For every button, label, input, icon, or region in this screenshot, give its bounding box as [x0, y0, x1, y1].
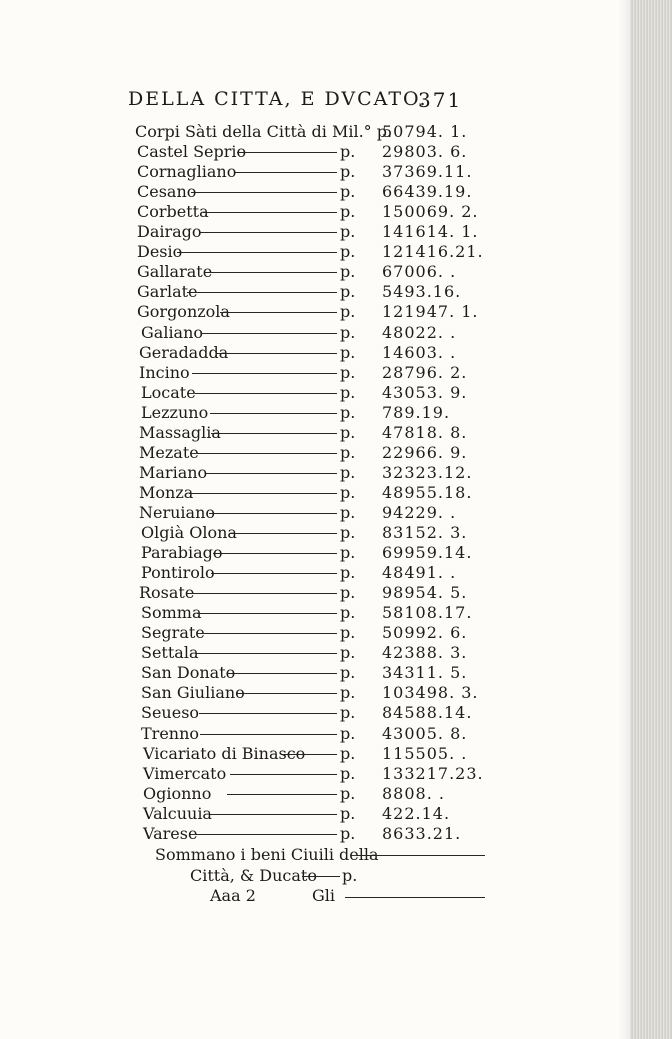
leader-rule: [195, 653, 337, 654]
table-row: [0, 824, 672, 844]
place-name: Valcuuia: [143, 803, 212, 823]
table-row: [0, 403, 672, 423]
place-name: Massaglia: [139, 422, 221, 442]
amount-value: 48022. .: [382, 322, 457, 342]
signature-mark: Aaa 2: [210, 886, 256, 905]
pertica-abbrev: p.: [340, 442, 356, 462]
leader-rule: [211, 433, 337, 434]
place-name: Geradadda: [139, 342, 229, 362]
pertica-abbrev: p.: [340, 202, 356, 222]
leader-rule: [196, 834, 337, 835]
table-row: [0, 583, 672, 603]
pertica-abbrev: p.: [340, 502, 356, 522]
total-p: p.: [342, 866, 358, 885]
amount-value: 58108.17.: [382, 603, 473, 623]
table-row: [0, 784, 672, 804]
leader-rule: [204, 272, 337, 273]
place-name: Incino: [139, 362, 190, 382]
leader-rule: [201, 633, 337, 634]
amount-value: 8808. .: [382, 783, 445, 803]
pertica-abbrev: p.: [340, 823, 356, 843]
total-label-1: Sommano i beni Ciuili della: [155, 845, 379, 864]
leader-rule: [227, 673, 337, 674]
pertica-abbrev: p.: [340, 783, 356, 803]
amount-value: 121947. 1.: [382, 302, 479, 322]
amount-value: 69959.14.: [382, 543, 473, 563]
leader-rule: [197, 453, 337, 454]
amount-value: 5493.16.: [382, 282, 462, 302]
amount-value: 83152. 3.: [382, 523, 468, 542]
pertica-abbrev: p.: [340, 763, 356, 783]
amount-value: 150069. 2.: [382, 202, 479, 222]
leader-rule: [210, 413, 337, 414]
leader-rule: [199, 713, 337, 714]
amount-value: 50794. 1.: [382, 122, 468, 141]
leader-rule: [197, 613, 337, 614]
table-row: [0, 523, 672, 543]
pertica-abbrev: p.: [340, 362, 356, 382]
leader-rule: [200, 734, 337, 735]
table-row: [0, 162, 672, 182]
amount-value: 94229. .: [382, 502, 457, 522]
table-row: [0, 643, 672, 663]
table-row: [0, 182, 672, 202]
pertica-abbrev: p.: [340, 322, 356, 342]
place-name: Parabiago: [141, 543, 223, 563]
table-row: [0, 423, 672, 443]
table-row: [0, 663, 672, 683]
amount-value: 133217.23.: [382, 763, 484, 783]
pertica-abbrev: p.: [340, 142, 356, 162]
amount-value: 34311. 5.: [382, 663, 468, 683]
place-name: Seueso: [141, 703, 200, 723]
amount-value: 37369.11.: [382, 162, 473, 182]
table-row: [0, 222, 672, 242]
place-name: Cornagliano: [137, 162, 237, 182]
table-row: [0, 302, 672, 322]
running-head: [128, 88, 463, 118]
total-line-2: [190, 866, 490, 886]
page-number: 371: [418, 88, 463, 112]
pertica-abbrev: p.: [340, 462, 356, 482]
leader-rule: [283, 754, 337, 755]
leader-rule: [205, 473, 337, 474]
place-name: Desio: [137, 242, 183, 262]
place-name: Ogionno: [143, 783, 212, 803]
amount-value: 43005. 8.: [382, 723, 468, 743]
amount-value: 66439.19.: [382, 182, 473, 202]
pertica-abbrev: p.: [340, 583, 356, 603]
total-rule-2: [302, 876, 340, 877]
leader-rule: [235, 172, 337, 173]
pertica-abbrev: p.: [340, 523, 356, 542]
total-label-2: Città, & Ducato: [190, 866, 317, 885]
place-name: Mezate: [139, 442, 199, 462]
place-name: Vimercato: [143, 763, 227, 783]
leader-rule: [211, 573, 337, 574]
running-title: DELLA CITTA, E DVCATO.: [128, 88, 428, 110]
table-row: [0, 683, 672, 703]
amount-value: 8633.21.: [382, 823, 462, 843]
amount-value: 50992. 6.: [382, 623, 468, 643]
place-name: Corpi Sàti della Città di Mil.° p.: [135, 122, 393, 141]
pertica-abbrev: p.: [340, 282, 356, 302]
leader-rule: [209, 513, 337, 514]
place-name: Neruiano: [139, 502, 216, 522]
amount-value: 422.14.: [382, 803, 451, 823]
amount-value: 67006. .: [382, 262, 457, 282]
table-row: [0, 383, 672, 403]
leader-rule: [191, 192, 337, 193]
table-row: [0, 543, 672, 563]
pertica-abbrev: p.: [340, 683, 356, 703]
pertica-abbrev: p.: [340, 182, 356, 202]
place-name: Garlate: [137, 282, 198, 302]
pertica-abbrev: p.: [340, 543, 356, 563]
leader-rule: [195, 393, 337, 394]
pertica-abbrev: p.: [340, 743, 356, 763]
place-name: Segrate: [141, 623, 205, 643]
total-rule-1: [357, 855, 485, 856]
leader-rule: [229, 533, 337, 534]
table-row: [0, 262, 672, 282]
total-line-1: [155, 845, 485, 865]
pertica-abbrev: p.: [340, 342, 356, 362]
table-row: [0, 744, 672, 764]
table-row: [0, 463, 672, 483]
table-row: [0, 202, 672, 222]
table-row: [0, 703, 672, 723]
place-name: Pontirolo: [141, 563, 215, 583]
pertica-abbrev: p.: [340, 302, 356, 322]
pertica-abbrev: p.: [340, 402, 356, 422]
pertica-abbrev: p.: [340, 623, 356, 643]
place-name: Cesano: [137, 182, 197, 202]
amount-value: 47818. 8.: [382, 422, 468, 442]
amount-value: 103498. 3.: [382, 683, 479, 703]
place-name: Mariano: [139, 462, 208, 482]
place-name: Rosate: [139, 583, 195, 603]
table-row: [0, 764, 672, 784]
place-name: Gallarate: [137, 262, 213, 282]
place-name: Somma: [141, 603, 202, 623]
table-row: [0, 623, 672, 643]
pertica-abbrev: p.: [340, 422, 356, 442]
place-name: Galiano: [141, 322, 204, 342]
footer-rule: [345, 897, 485, 898]
pertica-abbrev: p.: [340, 803, 356, 823]
place-name: Vicariato di Binasco: [143, 743, 306, 763]
amount-value: 42388. 3.: [382, 643, 468, 663]
catchword: Gli: [312, 886, 336, 905]
pertica-abbrev: p.: [340, 242, 356, 262]
leader-rule: [237, 152, 337, 153]
pertica-abbrev: p.: [340, 643, 356, 663]
leader-rule: [216, 353, 337, 354]
leader-rule: [199, 232, 337, 233]
amount-value: 98954. 5.: [382, 583, 468, 603]
amount-value: 32323.12.: [382, 462, 473, 482]
table-row: [0, 503, 672, 523]
amount-value: 121416.21.: [382, 242, 484, 262]
leader-rule: [177, 252, 337, 253]
pertica-abbrev: p.: [340, 723, 356, 743]
leader-rule: [227, 794, 337, 795]
leader-rule: [213, 553, 337, 554]
table-row: [0, 804, 672, 824]
amount-value: 28796. 2.: [382, 362, 468, 382]
leader-rule: [192, 373, 337, 374]
table-row: [0, 563, 672, 583]
table-row: [0, 242, 672, 262]
amount-value: 48955.18.: [382, 482, 473, 502]
pertica-abbrev: p.: [340, 382, 356, 402]
amount-value: 29803. 6.: [382, 142, 468, 162]
place-name: Lezzuno: [141, 402, 209, 422]
table-row: [0, 483, 672, 503]
place-name: Gorgonzola: [137, 302, 230, 322]
table-row: [0, 323, 672, 343]
place-name: San Giuliano: [141, 683, 245, 703]
amount-value: 48491. .: [382, 563, 457, 583]
amount-value: 789.19.: [382, 402, 451, 422]
pertica-abbrev: p.: [340, 162, 356, 182]
table-row: [0, 724, 672, 744]
leader-rule: [203, 212, 337, 213]
place-name: Monza: [139, 482, 194, 502]
leader-rule: [210, 814, 337, 815]
place-name: San Donato: [141, 663, 236, 683]
table-row: [0, 363, 672, 383]
pertica-abbrev: p.: [340, 262, 356, 282]
amount-value: 141614. 1.: [382, 222, 479, 242]
pertica-abbrev: p.: [340, 482, 356, 502]
amount-value: 115505. .: [382, 743, 468, 763]
leader-rule: [189, 493, 337, 494]
leader-rule: [230, 774, 337, 775]
amount-value: 84588.14.: [382, 703, 473, 723]
pertica-abbrev: p.: [340, 603, 356, 623]
table-row: [0, 603, 672, 623]
table-row: [0, 282, 672, 302]
pertica-abbrev: p.: [340, 663, 356, 683]
place-name: Corbetta: [137, 202, 209, 222]
place-name: Trenno: [141, 723, 200, 743]
place-name: Settala: [141, 643, 199, 663]
leader-rule: [220, 312, 337, 313]
pertica-abbrev: p.: [340, 563, 356, 583]
place-name: Dairago: [137, 222, 202, 242]
place-name: Locate: [141, 382, 196, 402]
place-name: Varese: [143, 823, 198, 843]
pertica-abbrev: p.: [340, 703, 356, 723]
table-row: [0, 443, 672, 463]
pertica-abbrev: p.: [340, 222, 356, 242]
leader-rule: [201, 333, 337, 334]
leader-rule: [187, 593, 337, 594]
table-row: [0, 142, 672, 162]
leader-rule: [187, 292, 337, 293]
place-name: Olgià Olona: [141, 523, 237, 542]
table-row: [0, 343, 672, 363]
amount-value: 43053. 9.: [382, 382, 468, 402]
place-name: Castel Seprio: [137, 142, 247, 162]
amount-value: 14603. .: [382, 342, 457, 362]
amount-value: 22966. 9.: [382, 442, 468, 462]
table-row: [0, 122, 672, 142]
leader-rule: [237, 693, 337, 694]
